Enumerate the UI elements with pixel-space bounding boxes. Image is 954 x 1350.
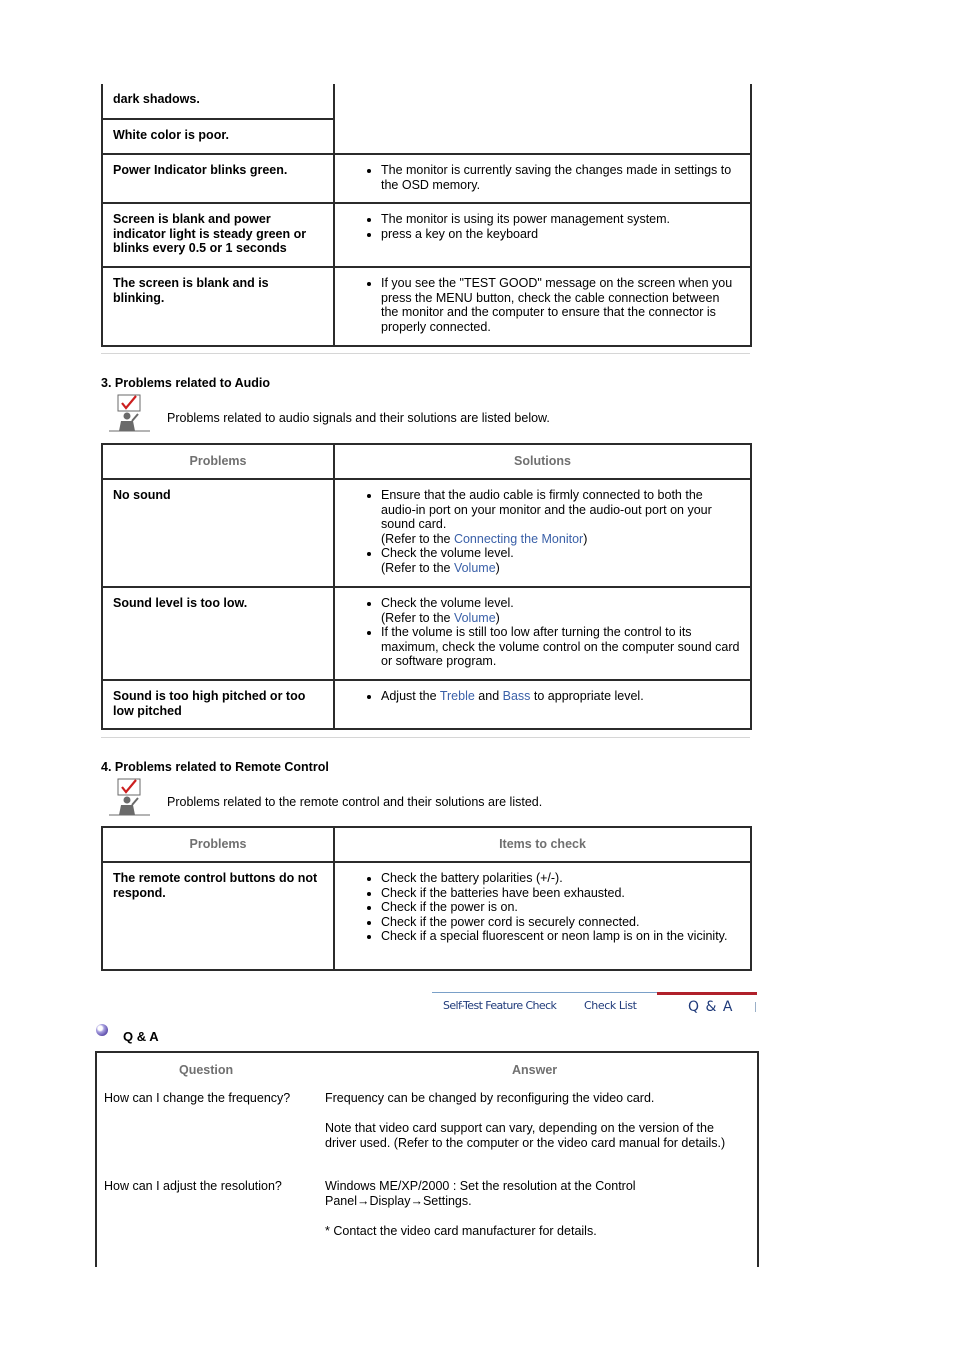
list-item: • Check the volume level. (Refer to the Volume) (381, 596, 740, 625)
list-item: • If you see the "TEST GOOD" message on the screen when you press the MENU button, check the cable connection between the monitor and the computer to ensure that the connector is properly connected. (381, 276, 740, 334)
question-1: How can I change the frequency? (104, 1091, 291, 1105)
list-item: • Check if the power is on. (381, 900, 740, 915)
problem-cell: The screen is blank and is blinking. (102, 267, 334, 346)
answer-1 (325, 1091, 745, 1150)
list-item: • press a key on the keyboard (381, 227, 740, 242)
table-row (102, 479, 751, 587)
list-item: • The monitor is currently saving the changes made in settings to the OSD memory. (381, 163, 740, 192)
solution-cell (334, 680, 751, 729)
column-header-problems: Problems (102, 827, 334, 862)
solution-cell (334, 267, 751, 346)
table-row (102, 862, 751, 970)
list-item: • Check the volume level. (Refer to the Volume) (381, 546, 740, 575)
solution-cell (334, 479, 751, 587)
link-volume[interactable]: Volume (453, 560, 496, 575)
table-header-row (102, 444, 751, 479)
answer-paragraph: Note that video card support can vary, depending on the version of the driver used. (Refer to the computer or the video card manual for details.) (325, 1120, 726, 1150)
solution-cell (334, 862, 751, 970)
tab-separator (755, 1002, 756, 1012)
solution-cell (334, 203, 751, 267)
section-title-audio: 3. Problems related to Audio (101, 376, 271, 390)
list-item: • Check if a special fluorescent or neon lamp is on in the vicinity. (381, 929, 740, 944)
table-row (102, 154, 751, 203)
section-divider (101, 737, 750, 738)
section-title-remote: 4. Problems related to Remote Control (101, 760, 329, 774)
qa-title: Q & A (123, 1029, 159, 1044)
table-row (102, 84, 751, 119)
tab-self-test-feature-check[interactable]: Self-Test Feature Check (443, 999, 557, 1012)
section-divider (101, 353, 750, 354)
note-checkmark-icon (107, 394, 151, 432)
tab-check-list[interactable]: Check List (584, 999, 637, 1012)
list-item: • Check the battery polarities (+/-). (381, 871, 740, 886)
display-problems-table (101, 84, 752, 347)
problem-cell: White color is poor. (102, 119, 334, 154)
column-header-items: Items to check (334, 827, 751, 862)
problem-cell: Power Indicator blinks green. (102, 154, 334, 203)
table-row (102, 203, 751, 267)
qa-table (95, 1051, 759, 1267)
question-2: How can I adjust the resolution? (104, 1179, 282, 1193)
list-item: • Ensure that the audio cable is firmly connected to both the audio-in port on your monitor and the audio-out port on your sound card. (Refer to the Connecting the Monitor) (381, 488, 740, 546)
column-header-solutions: Solutions (334, 444, 751, 479)
table-row (102, 587, 751, 680)
section-tabs (432, 992, 757, 1020)
remote-note-text: Problems related to the remote control and their solutions are listed. (167, 795, 543, 809)
link-volume[interactable]: Volume (453, 610, 496, 625)
solution-cell (334, 587, 751, 680)
problem-cell: Sound is too high pitched or too low pitched (102, 680, 334, 729)
link-connecting-the-monitor[interactable]: Connecting the Monitor (453, 531, 584, 546)
link-treble[interactable]: Treble (439, 689, 475, 703)
table-header-row (102, 827, 751, 862)
table-row (102, 680, 751, 729)
list-item: • If the volume is still too low after turning the control to its maximum, check the volume control on the computer sound card or software program. (381, 625, 740, 669)
solution-cell (334, 84, 751, 154)
answer-paragraph: Frequency can be changed by reconfiguring the video card. (325, 1091, 655, 1105)
column-header-answer: Answer (512, 1063, 558, 1077)
column-header-problems: Problems (102, 444, 334, 479)
problem-cell: Screen is blank and power indicator light is steady green or blinks every 0.5 or 1 seconds (102, 203, 334, 267)
link-bass[interactable]: Bass (502, 689, 531, 703)
problem-cell: The remote control buttons do not respond. (102, 862, 334, 970)
audio-note-text: Problems related to audio signals and their solutions are listed below. (167, 411, 550, 425)
tab-q-and-a[interactable]: Q & A (688, 999, 734, 1015)
list-item: • The monitor is using its power management system. (381, 212, 740, 227)
remote-problems-table (101, 826, 752, 971)
note-checkmark-icon (107, 778, 151, 816)
answer-2 (325, 1179, 665, 1238)
answer-paragraph: * Contact the video card manufacturer for details. (325, 1223, 597, 1238)
table-row (102, 267, 751, 346)
problem-cell: dark shadows. (102, 84, 334, 119)
list-item: • Check if the power cord is securely connected. (381, 915, 740, 930)
solution-cell (334, 154, 751, 203)
column-header-question: Question (179, 1063, 234, 1077)
bullet-icon (96, 1024, 108, 1036)
list-item: • Adjust the Treble and Bass to appropriate level. (381, 689, 740, 704)
list-item: • Check if the batteries have been exhausted. (381, 886, 740, 901)
answer-paragraph: Windows ME/XP/2000 : Set the resolution at the Control Panel→Display→Settings. (325, 1179, 636, 1208)
problem-cell: Sound level is too low. (102, 587, 334, 680)
audio-problems-table (101, 443, 752, 730)
problem-cell: No sound (102, 479, 334, 587)
